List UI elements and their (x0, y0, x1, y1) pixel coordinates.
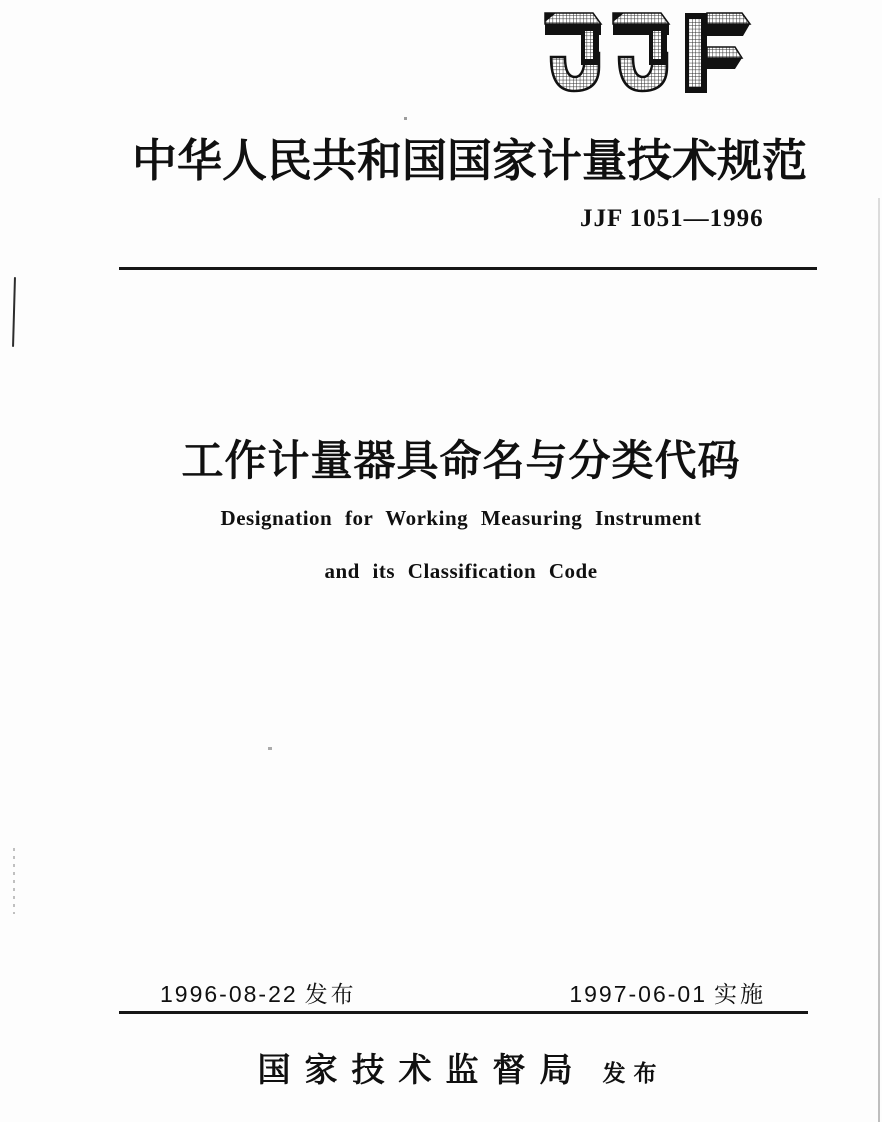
jjf-logo-graphic (539, 5, 755, 97)
spec-series-title: 中华人民共和国国家计量技术规范 (132, 136, 808, 186)
issuer-row (40, 1044, 882, 1091)
scan-artifact-left-stroke (12, 277, 16, 347)
scan-artifact-dot (268, 747, 272, 750)
scan-artifact-left-dots (13, 848, 15, 914)
header-rule (119, 267, 817, 270)
implement-date-value: 1997-06-01 (569, 981, 707, 1007)
issue-date-label: 发布 (304, 981, 357, 1007)
jjf-logo-icon (539, 5, 755, 97)
scan-artifact-right-edge (878, 198, 880, 1122)
footer-rule (119, 1011, 808, 1014)
implement-date-group (569, 976, 766, 1009)
logo-letter-j1 (545, 13, 601, 91)
scan-artifact-dot (404, 117, 407, 120)
dates-row (120, 976, 810, 1009)
document-title-en-line1: Designation for Working Measuring Instrument (220, 506, 702, 530)
issue-date-group (160, 976, 357, 1009)
logo-letter-j2 (613, 13, 669, 91)
spec-code: JJF 1051—1996 (580, 205, 764, 232)
document-title-en-line2: and its Classification Code (324, 559, 598, 583)
logo-letter-f (685, 13, 750, 93)
implement-date-label: 实施 (714, 981, 766, 1007)
document-title-cn: 工作计量器具命名与分类代码 (181, 437, 741, 484)
issuer-action-label: 发布 (602, 1061, 665, 1086)
issue-date-value: 1996-08-22 (160, 981, 298, 1007)
issuer-name: 国家技术监督局 (257, 1053, 587, 1089)
